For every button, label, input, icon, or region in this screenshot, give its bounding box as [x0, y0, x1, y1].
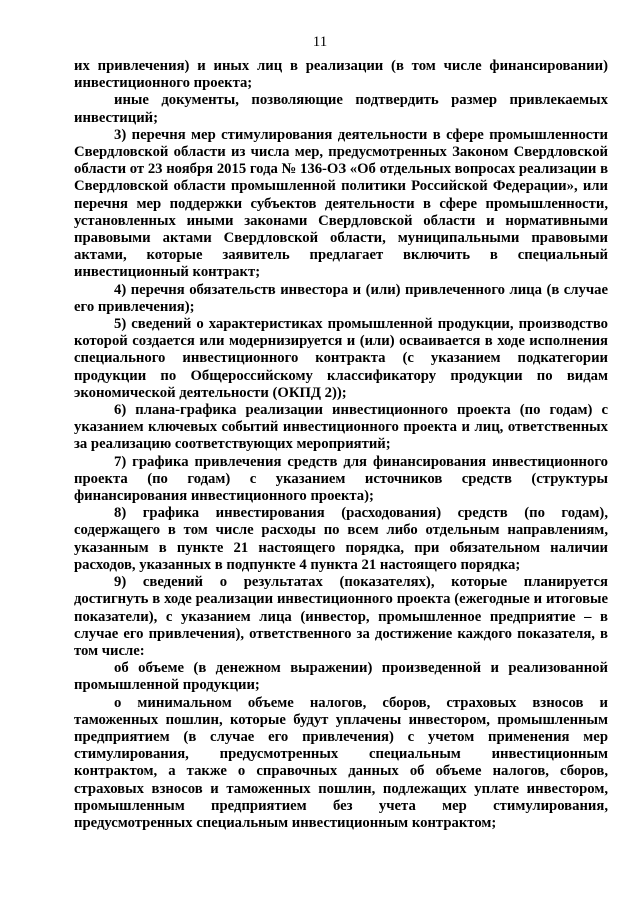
paragraph-taxes: о минимальном объеме налогов, сборов, страховых взносов и таможенных пошлин, которые будут уплачены инвестором, промышленным предприятием (в случае его привлечения) с учетом применения мер стимулирования, предусмотренных специальным инвестиционным контрактом, а также о справочных данных об объеме налогов, сборов, страховых взносов и таможенных пошлин, подлежащих уплате инвестором, промышленным предприятием без учета мер стимулирования, предусмотренных специальным инвестиционным контрактом; [74, 694, 608, 831]
paragraph-item-5: 5) сведений о характеристиках промышленной продукции, производство которой создается или модернизируется и (или) осваивается в ходе исполнения специального инвестиционного контракта (с указанием подкатегории продукции по Общероссийскому классификатору продукции по видам экономической деятельности (ОКПД 2)); [74, 316, 608, 401]
paragraph-production-volume: об объеме (в денежном выражении) произведенной и реализованной промышленной продукции; [74, 660, 608, 694]
paragraph-other-documents: иные документы, позволяющие подтвердить размер привлекаемых инвестиций; [74, 92, 608, 126]
paragraph-item-4: 4) перечня обязательств инвестора и (или) привлеченного лица (в случае его привлечения); [74, 281, 608, 315]
paragraph-item-8: 8) графика инвестирования (расходования) средств (по годам), содержащего в том числе расходы по всем либо отдельным направлениям, указанным в пункте 21 настоящего порядка, при обязательном наличии расходов, указанных в подпункте 4 пункта 21 настоящего порядка; [74, 505, 608, 573]
paragraph-item-7: 7) графика привлечения средств для финансирования инвестиционного проекта (по годам) с указанием источников средств (структуры финансирования инвестиционного проекта); [74, 453, 608, 505]
paragraph-continuation: их привлечения) и иных лиц в реализации (в том числе финансировании) инвестиционного проекта; [74, 58, 608, 92]
paragraph-item-6: 6) плана-графика реализации инвестиционного проекта (по годам) с указанием ключевых событий инвестиционного проекта и лиц, ответственных за реализацию соответствующих мероприятий; [74, 402, 608, 453]
page-number: 11 [312, 34, 328, 50]
paragraph-item-9: 9) сведений о результатах (показателях), которые планируется достигнуть в ходе реализации инвестиционного проекта (ежегодные и итоговые показатели), с указанием лица (инвестор, промышленное предприятие – в случае его привлечения), ответственного за достижение каждого показателя, в том числе: [74, 574, 608, 659]
document-body [74, 58, 608, 832]
paragraph-item-3: 3) перечня мер стимулирования деятельности в сфере промышленности Свердловской области из числа мер, предусмотренных Законом Свердловской области от 23 ноября 2015 года № 136-ОЗ «Об отдельных вопросах реализации в Свердловской области промышленной политики Российской Федерации», или перечня мер поддержки субъектов деятельности в сфере промышленности, установленных иными законами Свердловской области и нормативными правовыми актами Свердловской области, муниципальными правовыми актами, которые заявитель предлагает включить в специальный инвестиционный контракт; [74, 126, 608, 281]
